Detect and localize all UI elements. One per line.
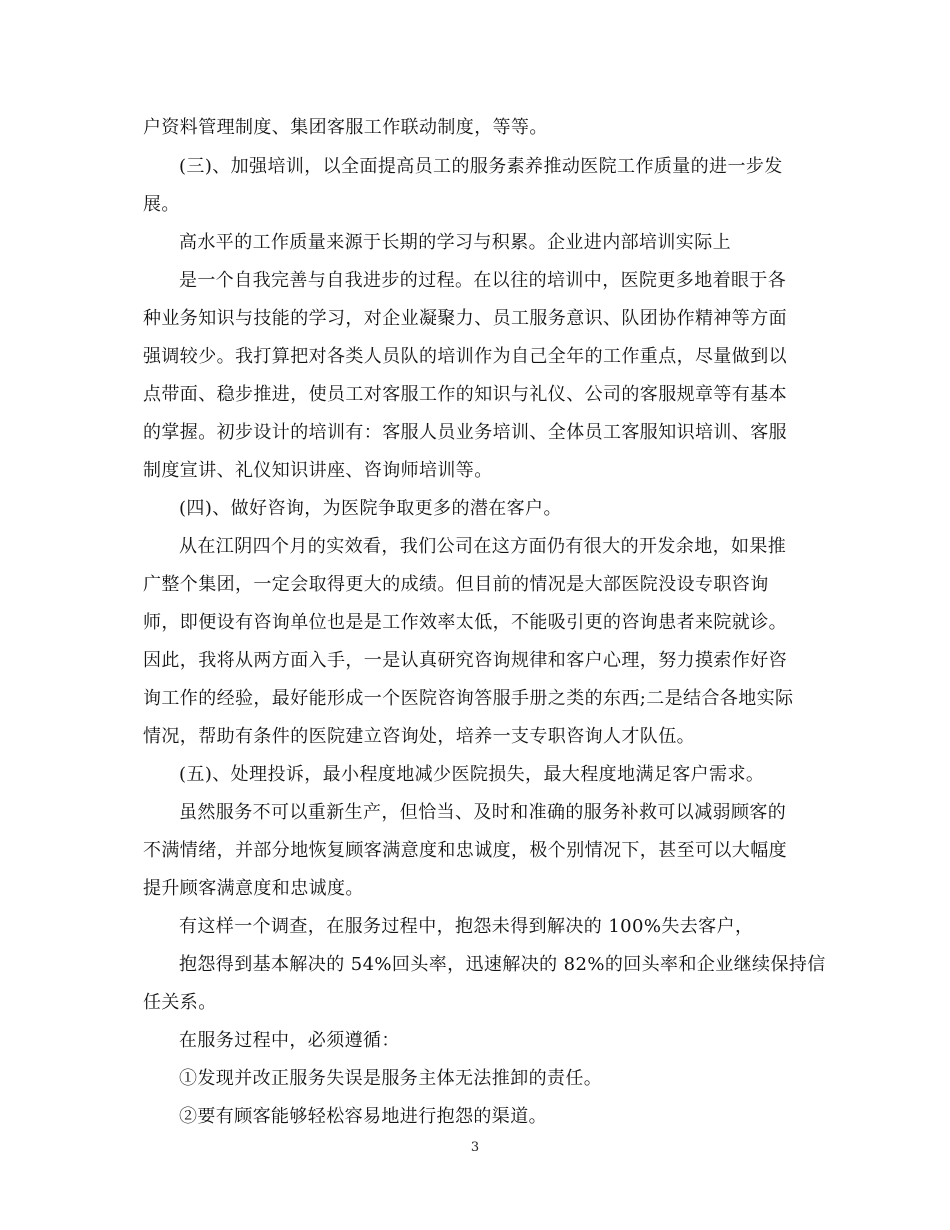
list-item: ①发现并改正服务失误是服务主体无法推卸的责任。 xyxy=(179,1068,603,1089)
text-line: 广整个集团，一定会取得更大的成绩。但目前的情况是大部医院没设专职咨询 xyxy=(143,574,769,595)
text-line: 从在江阴四个月的实效看，我们公司在这方面仍有很大的开发余地，如果推 xyxy=(179,536,787,557)
section-heading-4: (四)、做好咨询，为医院争取更多的潜在客户。 xyxy=(179,498,562,519)
text-line: 师，即便设有咨询单位也是是工作效率太低，不能吸引更的咨询患者来院就诊。 xyxy=(143,612,787,633)
text-line: 是一个自我完善与自我进步的过程。在以往的培训中，医院更多地着眼于各 xyxy=(179,270,787,291)
text-line: 询工作的经验，最好能形成一个医院咨询答服手册之类的东西;二是结合各地实际 xyxy=(143,688,794,709)
text-line: 虽然服务不可以重新生产，但恰当、及时和准确的服务补救可以减弱顾客的 xyxy=(179,802,787,823)
text-line: 抱怨得到基本解决的 54%回头率，迅速解决的 82%的回头率和企业继续保持信 xyxy=(179,954,826,975)
text-line: 高水平的工作质量来源于长期的学习与积累。企业进内部培训实际上 xyxy=(179,232,731,253)
text-line: 提升顾客满意度和忠诚度。 xyxy=(143,878,364,899)
section-heading-3: (三)、加强培训，以全面提高员工的服务素养推动医院工作质量的进一步发 xyxy=(179,156,783,177)
text-line: 点带面、稳步推进，使员工对客服工作的知识与礼仪、公司的客服规章等有基本 xyxy=(143,384,787,405)
section-heading-5: (五)、处理投诉，最小程度地减少医院损失，最大程度地满足客户需求。 xyxy=(179,764,765,785)
text-line: 强调较少。我打算把对各类人员队的培训作为自己全年的工作重点，尽量做到以 xyxy=(143,346,787,367)
text-line: 在服务过程中，必须遵循： xyxy=(179,1030,400,1051)
text-line: 展。 xyxy=(143,194,180,215)
text-line: 因此，我将从两方面入手，一是认真研究咨询规律和客户心理，努力摸索作好咨 xyxy=(143,650,787,671)
list-item: ②要有顾客能够轻松容易地进行抱怨的渠道。 xyxy=(179,1106,547,1127)
text-line: 制度宣讲、礼仪知识讲座、咨询师培训等。 xyxy=(143,460,493,481)
text-line: 任关系。 xyxy=(143,992,217,1013)
text-line: 的掌握。初步设计的培训有：客服人员业务培训、全体员工客服知识培训、客服 xyxy=(143,422,787,443)
text-line: 有这样一个调查，在服务过程中，抱怨未得到解决的 100%失去客户， xyxy=(179,916,754,937)
page-number: 3 xyxy=(470,1140,480,1155)
text-line: 情况，帮助有条件的医院建立咨询处，培养一支专职咨询人才队伍。 xyxy=(143,726,695,747)
text-line: 不满情绪，并部分地恢复顾客满意度和忠诚度，极个别情况下，甚至可以大幅度 xyxy=(143,840,787,861)
text-line: 种业务知识与技能的学习，对企业凝聚力、员工服务意识、队团协作精神等方面 xyxy=(143,308,787,329)
text-line: 户资料管理制度、集团客服工作联动制度，等等。 xyxy=(143,117,548,138)
